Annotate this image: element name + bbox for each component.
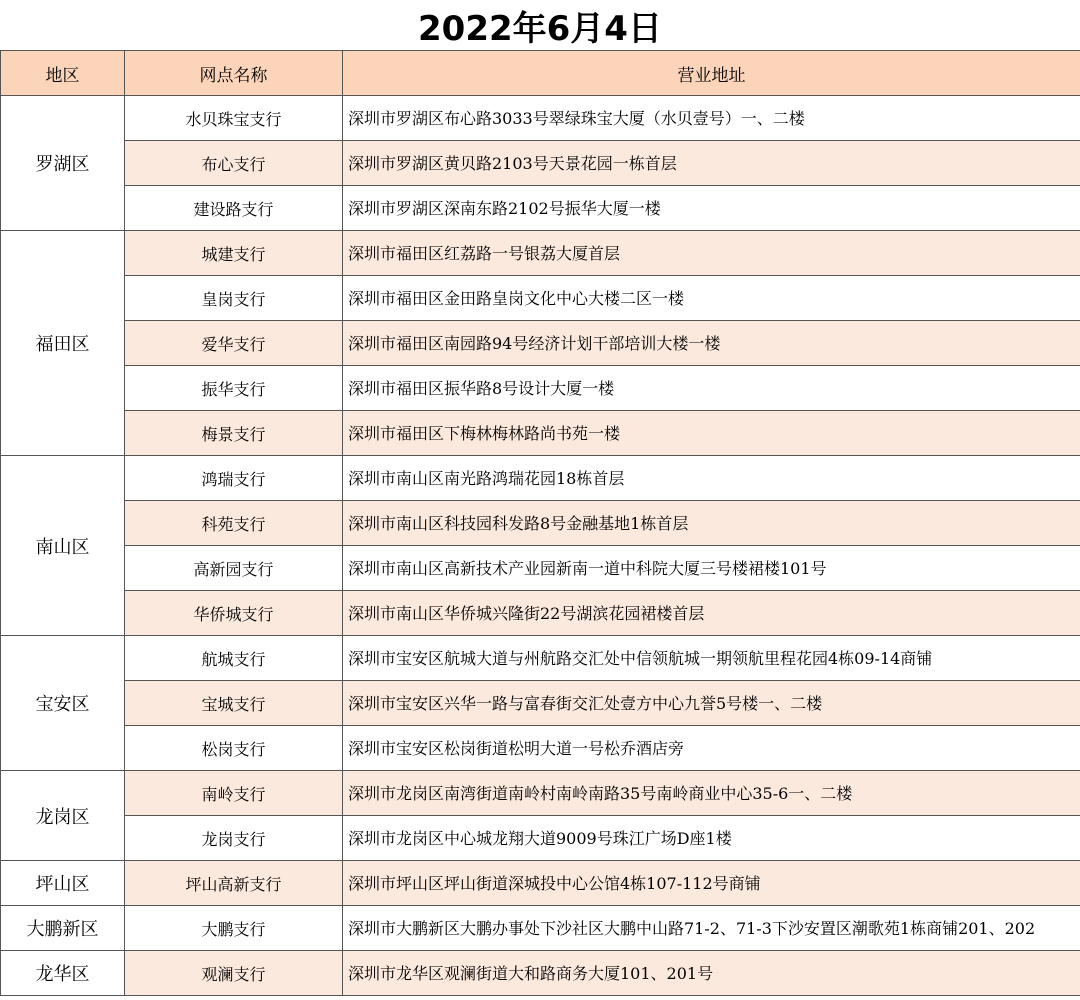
table-row bbox=[1, 726, 1080, 771]
address-cell: 深圳市福田区振华路8号设计大厦一楼 bbox=[343, 366, 1080, 411]
address-cell: 深圳市龙华区观澜街道大和路商务大厦101、201号 bbox=[343, 951, 1080, 996]
table-row bbox=[1, 861, 1080, 906]
address-cell: 深圳市罗湖区布心路3033号翠绿珠宝大厦（水贝壹号）一、二楼 bbox=[343, 96, 1080, 141]
branch-name-cell: 松岗支行 bbox=[125, 726, 343, 771]
address-cell: 深圳市宝安区兴华一路与富春街交汇处壹方中心九誉5号楼一、二楼 bbox=[343, 681, 1080, 726]
branch-name-cell: 水贝珠宝支行 bbox=[125, 96, 343, 141]
table-row bbox=[1, 546, 1080, 591]
branch-name-cell: 皇岗支行 bbox=[125, 276, 343, 321]
district-cell: 大鹏新区 bbox=[1, 906, 125, 951]
table-row bbox=[1, 366, 1080, 411]
address-cell: 深圳市南山区高新技术产业园新南一道中科院大厦三号楼裙楼101号 bbox=[343, 546, 1080, 591]
branch-name-cell: 龙岗支行 bbox=[125, 816, 343, 861]
table-row bbox=[1, 681, 1080, 726]
address-cell: 深圳市福田区红荔路一号银荔大厦首层 bbox=[343, 231, 1080, 276]
branch-name-cell: 高新园支行 bbox=[125, 546, 343, 591]
header-district: 地区 bbox=[1, 51, 125, 96]
address-cell: 深圳市福田区南园路94号经济计划干部培训大楼一楼 bbox=[343, 321, 1080, 366]
table-row bbox=[1, 456, 1080, 501]
address-cell: 深圳市罗湖区黄贝路2103号天景花园一栋首层 bbox=[343, 141, 1080, 186]
table-row bbox=[1, 951, 1080, 996]
branch-name-cell: 建设路支行 bbox=[125, 186, 343, 231]
branch-name-cell: 南岭支行 bbox=[125, 771, 343, 816]
address-cell: 深圳市龙岗区南湾街道南岭村南岭南路35号南岭商业中心35-6一、二楼 bbox=[343, 771, 1080, 816]
table-row bbox=[1, 411, 1080, 456]
header-branch-name: 网点名称 bbox=[125, 51, 343, 96]
table-row bbox=[1, 276, 1080, 321]
table-row bbox=[1, 906, 1080, 951]
branch-name-cell: 爱华支行 bbox=[125, 321, 343, 366]
district-cell: 南山区 bbox=[1, 456, 125, 636]
address-cell: 深圳市宝安区松岗街道松明大道一号松乔酒店旁 bbox=[343, 726, 1080, 771]
branch-name-cell: 布心支行 bbox=[125, 141, 343, 186]
address-cell: 深圳市宝安区航城大道与州航路交汇处中信领航城一期领航里程花园4栋09-14商铺 bbox=[343, 636, 1080, 681]
address-cell: 深圳市南山区科技园科发路8号金融基地1栋首层 bbox=[343, 501, 1080, 546]
address-cell: 深圳市南山区南光路鸿瑞花园18栋首层 bbox=[343, 456, 1080, 501]
address-cell: 深圳市坪山区坪山街道深城投中心公馆4栋107-112号商铺 bbox=[343, 861, 1080, 906]
table-row bbox=[1, 771, 1080, 816]
address-cell: 深圳市龙岗区中心城龙翔大道9009号珠江广场D座1楼 bbox=[343, 816, 1080, 861]
district-cell: 龙华区 bbox=[1, 951, 125, 996]
table-header-row bbox=[1, 51, 1080, 96]
table-body bbox=[1, 96, 1080, 996]
table-row bbox=[1, 186, 1080, 231]
table-row bbox=[1, 636, 1080, 681]
branch-table bbox=[0, 50, 1080, 996]
address-cell: 深圳市南山区华侨城兴隆街22号湖滨花园裙楼首层 bbox=[343, 591, 1080, 636]
address-cell: 深圳市福田区金田路皇岗文化中心大楼二区一楼 bbox=[343, 276, 1080, 321]
table-row bbox=[1, 591, 1080, 636]
table-row bbox=[1, 501, 1080, 546]
table-row bbox=[1, 96, 1080, 141]
branch-name-cell: 梅景支行 bbox=[125, 411, 343, 456]
branch-name-cell: 观澜支行 bbox=[125, 951, 343, 996]
address-cell: 深圳市福田区下梅林梅林路尚书苑一楼 bbox=[343, 411, 1080, 456]
branch-name-cell: 宝城支行 bbox=[125, 681, 343, 726]
header-address: 营业地址 bbox=[343, 51, 1080, 96]
table-row bbox=[1, 321, 1080, 366]
district-cell: 罗湖区 bbox=[1, 96, 125, 231]
table-row bbox=[1, 816, 1080, 861]
branch-name-cell: 振华支行 bbox=[125, 366, 343, 411]
district-cell: 宝安区 bbox=[1, 636, 125, 771]
table-row bbox=[1, 141, 1080, 186]
branch-name-cell: 科苑支行 bbox=[125, 501, 343, 546]
branch-name-cell: 航城支行 bbox=[125, 636, 343, 681]
branch-name-cell: 鸿瑞支行 bbox=[125, 456, 343, 501]
page-title: 2022年6月4日 bbox=[418, 8, 662, 49]
district-cell: 龙岗区 bbox=[1, 771, 125, 861]
branch-name-cell: 大鹏支行 bbox=[125, 906, 343, 951]
branch-name-cell: 华侨城支行 bbox=[125, 591, 343, 636]
address-cell: 深圳市罗湖区深南东路2102号振华大厦一楼 bbox=[343, 186, 1080, 231]
branch-name-cell: 坪山高新支行 bbox=[125, 861, 343, 906]
address-cell: 深圳市大鹏新区大鹏办事处下沙社区大鹏中山路71-2、71-3下沙安置区潮歌苑1栋商铺201、202 bbox=[343, 906, 1080, 951]
district-cell: 坪山区 bbox=[1, 861, 125, 906]
branch-name-cell: 城建支行 bbox=[125, 231, 343, 276]
table-row bbox=[1, 231, 1080, 276]
district-cell: 福田区 bbox=[1, 231, 125, 456]
